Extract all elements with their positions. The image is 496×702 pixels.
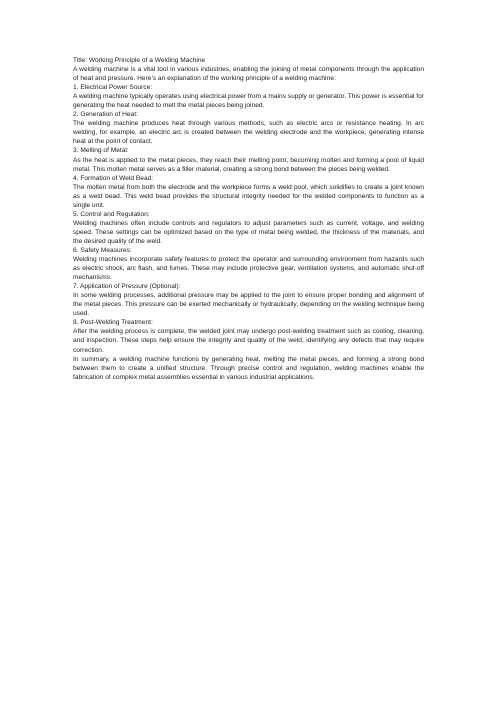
section-body-electrical-power-source: A welding machine typically operates using electrical power from a mains supply or generator. This power is essential for generating the heat needed to melt the metal pieces being joined. (73, 93, 424, 110)
section-body-application-of-pressure: In some welding processes, additional pressure may be applied to the joint to ensure proper bonding and alignment of the metal pieces. This pressure can be exerted mechanically or hydraulically, depending on the welding technique being used. (73, 292, 424, 318)
document-title: Title: Working Principle of a Welding Machine (73, 57, 206, 64)
section-heading-application-of-pressure: 7. Application of Pressure (Optional): (73, 283, 181, 291)
section-body-melting-of-metal: As the heat is applied to the metal pieces, they reach their melting point, becoming molten and forming a pool of liquid metal. This molten metal serves as a filler material, creating a strong bond between the pieces being welded. (73, 156, 424, 173)
section-heading-control-and-regulation: 5. Control and Regulation: (73, 210, 150, 218)
document-page (73, 56, 424, 382)
section-heading-generation-of-heat: 2. Generation of Heat: (73, 111, 138, 119)
section-body-post-welding-treatment: After the welding process is complete, the welded joint may undergo post-welding treatment such as cooling, cleaning, and inspection. These steps help ensure the integrity and quality of the weld, identifying any defects that may require correction. (73, 328, 424, 354)
section-heading-post-welding-treatment: 8. Post-Welding Treatment: (73, 319, 153, 327)
summary-paragraph: In summary, a welding machine functions by generating heat, melting the metal pieces, and forming a strong bond between them to create a unified structure. Through precise control and regulation, welding machines enable the fabrication of complex metal assemblies essential in various industrial applications. (73, 355, 424, 381)
section-heading-electrical-power-source: 1. Electrical Power Source: (73, 84, 153, 92)
section-body-formation-of-weld-bead: The molten metal from both the electrode and the workpiece forms a weld pool, which solidifies to create a joint known as a weld bead. This weld bead provides the structural integrity needed for the welded components to function as a single unit. (73, 183, 424, 209)
section-body-control-and-regulation: Welding machines often include controls and regulators to adjust parameters such as current, voltage, and welding speed. These settings can be optimized based on the type of metal being welded, the thickness of the materials, and the desired quality of the weld. (73, 219, 424, 245)
section-heading-safety-measures: 6. Safety Measures: (73, 246, 132, 254)
section-heading-melting-of-metal: 3. Melting of Metal: (73, 147, 129, 155)
section-heading-formation-of-weld-bead: 4. Formation of Weld Bead: (73, 174, 154, 182)
intro-paragraph: A welding machine is a vital tool in various industries, enabling the joining of metal components through the application of heat and pressure. Here’s an explanation of the working principle of a welding machine: (73, 66, 424, 83)
section-body-safety-measures: Welding machines incorporate safety features to protect the operator and surrounding environment from hazards such as electric shock, arc flash, and fumes. These may include protective gear, ventilation systems, and automatic shut-off mechanisms. (73, 256, 424, 282)
section-body-generation-of-heat: The welding machine produces heat through various methods, such as electric arcs or resistance heating. In arc welding, for example, an electric arc is created between the welding electrode and the workpiece, generating intense heat at the point of contact. (73, 120, 424, 146)
